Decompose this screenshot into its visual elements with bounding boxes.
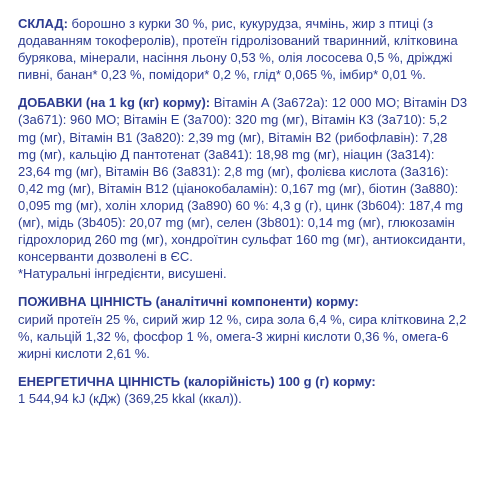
composition-section xyxy=(18,15,468,83)
energy-text: 1 544,94 kJ (кДж) (369,25 kkal (ккал)). xyxy=(18,390,242,406)
composition-text: борошно з курки 30 %, рис, кукурудза, ячмінь, жир з птиці (з додаванням токоферолів), протеїн гідролізований тваринний, клітковина бурякова, мінерали, насіння льону 0,53 %, олія лососева 0,5 %, дріжджі пивні, банан* 0,23 %, помідори* 0,2 %, глід* 0,065 %, імбир* 0,01 %. xyxy=(18,16,458,83)
energy-section xyxy=(18,373,468,407)
additives-heading: ДОБАВКИ (на 1 kg (кг) корму): xyxy=(18,95,211,111)
ingredients-document xyxy=(18,15,468,418)
energy-heading: ЕНЕРГЕТИЧНА ЦІННІСТЬ (калорійність) 100 g (г) корму: xyxy=(18,373,376,389)
additives-section xyxy=(18,94,468,282)
additives-text: Вітамін A (3a672a): 12 000 МО; Вітамін D3 (3a671): 960 МО; Вітамін E (3a700): 320 mg (мг), Вітамін К3 (3a710): 5,2 mg (мг), Вітамін B1 (3a820): 2,39 mg (мг), Вітамін B2 (рибофлавін): 7,28 mg (мг), кальцію Д пантотенат (3a841): 18,98 mg (мг), ніацин (3a314): 23,64 mg (мг), Вітамін B6 (3a831): 2,8 mg (мг), фолієва кислота (3a316): 0,42 mg (мг), Вітамін B12 (ціанокобаламін): 0,167 mg (мг), біотин (3a880): 0,095 mg (мг), холін хлорид (3a890) 60 %: 4,3 g (г), цинк (3b604): 187,4 mg (мг), мідь (3b405): 20,07 mg (мг), селен (3b801): 0,14 mg (мг), глюкозамін гідрохлорид 260 mg (мг), хондроїтин сульфат 160 mg (мг), антиоксиданти, консерванти дозволені в ЄС. xyxy=(18,95,468,265)
composition-heading: СКЛАД: xyxy=(18,16,68,31)
additives-paragraph xyxy=(18,94,468,265)
nutrition-text: сирий протеїн 25 %, сирий жир 12 %, сира зола 6,4 %, сира клітковина 2,2 %, кальцій 1,32 %, фосфор 1 %, омега-3 жирні кислоти 0,36 %, омега-6 жирні кислоти 2,61 %. xyxy=(18,311,467,361)
natural-ingredients-note: *Натуральні інгредієнти, висушені. xyxy=(18,266,227,282)
composition-paragraph xyxy=(18,15,468,83)
nutrition-heading: ПОЖИВНА ЦІННІСТЬ (аналітичні компоненти) корму: xyxy=(18,294,359,310)
nutrition-section xyxy=(18,293,468,361)
